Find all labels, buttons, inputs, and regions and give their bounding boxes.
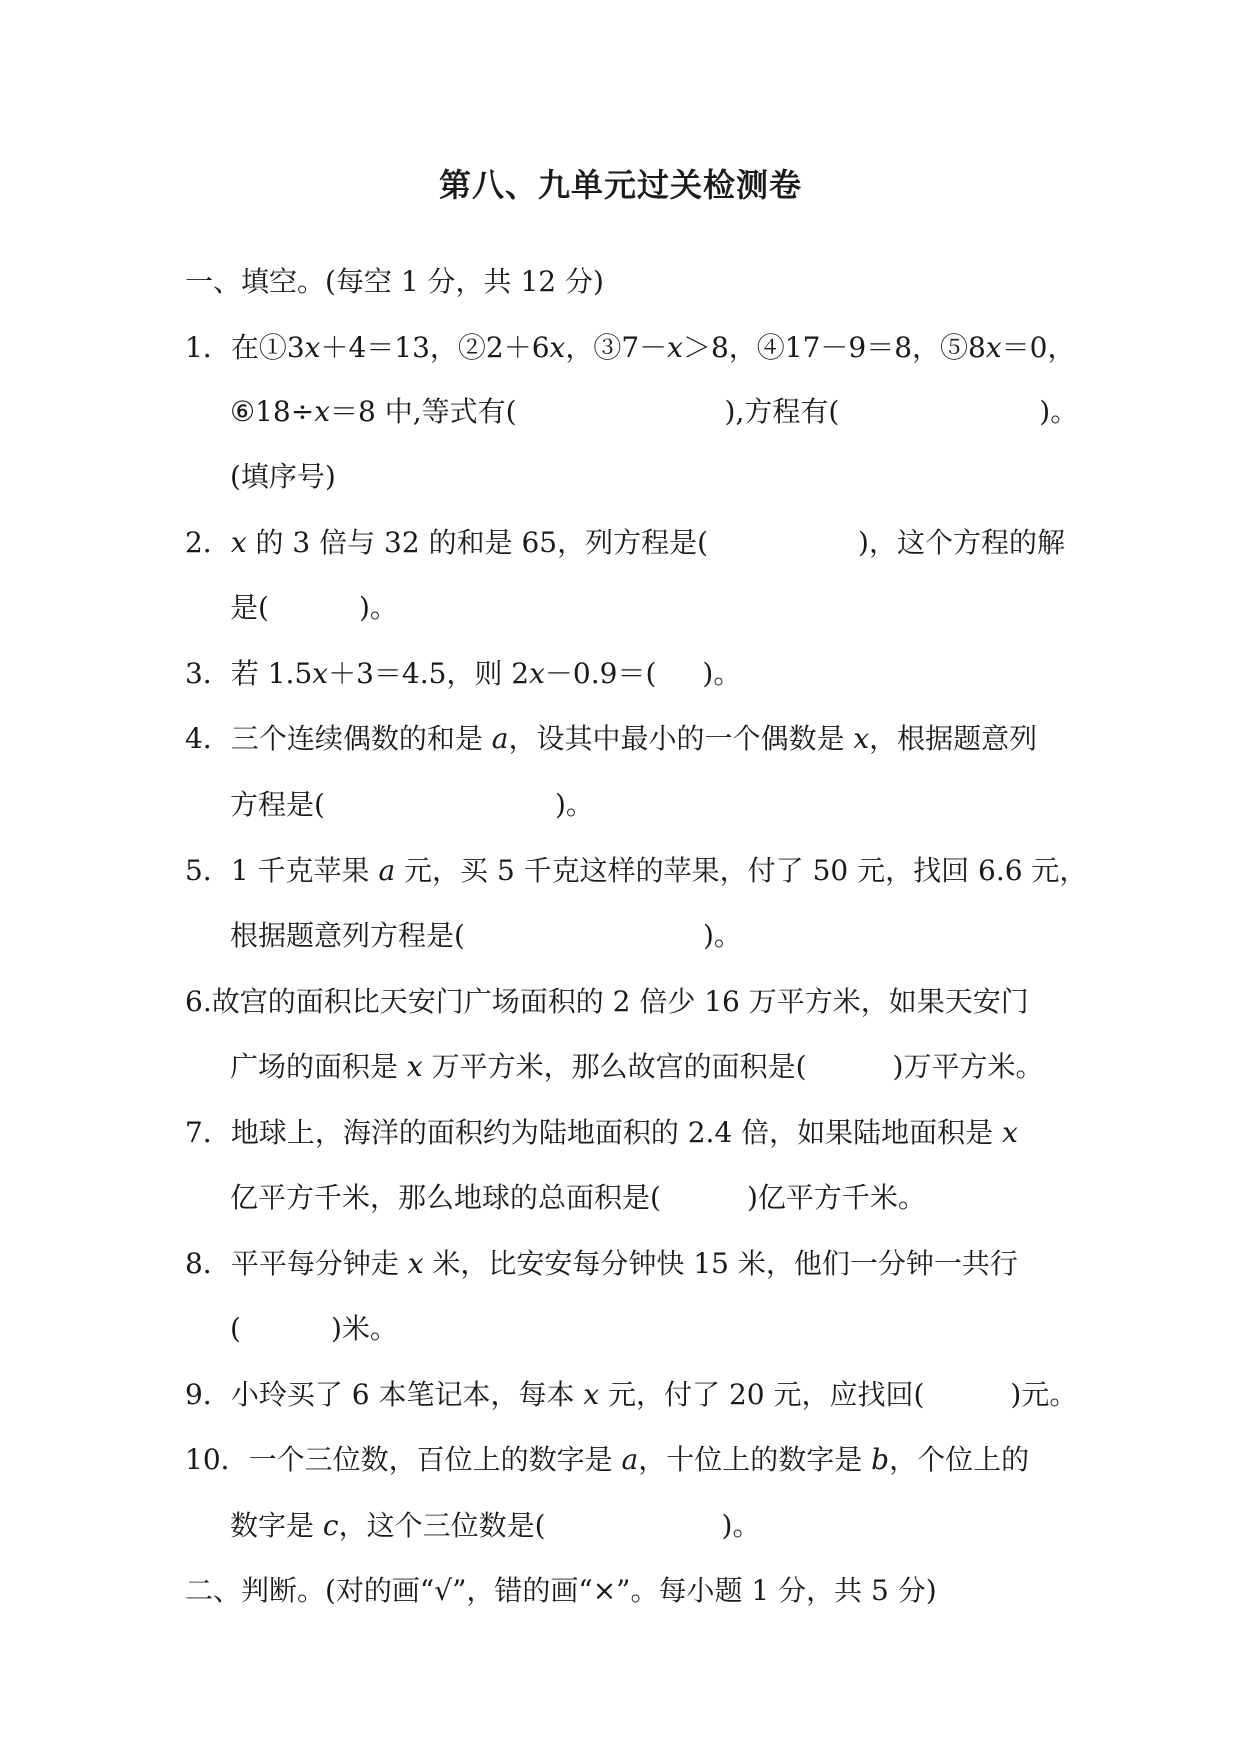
question-1-line-1: 1．在①3x＋4＝13，②2＋6x，③7－x＞8，④17－9＝8，⑤8x＝0，: [185, 331, 1076, 364]
question-number: 1．: [185, 331, 231, 364]
section-2-heading: 二、判断。(对的画“√”，错的画“×”。每小题 1 分，共 5 分): [185, 1574, 937, 1607]
question-number: 10．: [185, 1443, 249, 1476]
question-2-line-2: 是( )。: [230, 591, 398, 624]
question-7-line-2: 亿平方千米，那么地球的总面积是( )亿平方千米。: [230, 1181, 926, 1214]
question-6-line-2: 广场的面积是 x 万平方米，那么故宫的面积是( )万平方米。: [230, 1050, 1044, 1083]
question-10-line-2: 数字是 c，这个三位数是( )。: [230, 1509, 761, 1542]
question-2-line-1: 2．x 的 3 倍与 32 的和是 65，列方程是( )，这个方程的解: [185, 526, 1065, 559]
question-6-line-1: 6.故宫的面积比天安门广场面积的 2 倍少 16 万平方米，如果天安门: [185, 985, 1029, 1018]
question-1-line-3: (填序号): [230, 460, 336, 493]
question-4-line-1: 4．三个连续偶数的和是 a，设其中最小的一个偶数是 x，根据题意列: [185, 722, 1038, 755]
question-9-line-1: 9．小玲买了 6 本笔记本，每本 x 元，付了 20 元，应找回( )元。: [185, 1378, 1078, 1411]
question-number: 2．: [185, 526, 231, 559]
question-8-line-2: ( )米。: [230, 1312, 398, 1345]
question-5-line-1: 5．1 千克苹果 a 元，买 5 千克这样的苹果，付了 50 元，找回 6.6 元，: [185, 854, 1088, 887]
question-5-line-2: 根据题意列方程是( )。: [230, 919, 742, 952]
section-1-heading: 一、填空。(每空 1 分，共 12 分): [185, 265, 604, 298]
question-8-line-1: 8．平平每分钟走 x 米，比安安每分钟快 15 米，他们一分钟一共行: [185, 1247, 1018, 1280]
question-4-line-2: 方程是( )。: [230, 788, 594, 821]
question-1-line-2: ⑥18÷x＝8 中,等式有( ),方程有( )。: [230, 395, 1079, 428]
question-number: 5．: [185, 854, 231, 887]
question-number: 8．: [185, 1247, 231, 1280]
question-number: 3．: [185, 657, 231, 690]
question-number: 4．: [185, 722, 231, 755]
question-3-line-1: 3．若 1.5x＋3＝4.5，则 2x－0.9＝( )。: [185, 657, 742, 690]
question-7-line-1: 7．地球上，海洋的面积约为陆地面积的 2.4 倍，如果陆地面积是 x: [185, 1116, 1018, 1149]
question-number: 7．: [185, 1116, 231, 1149]
question-number: 6.: [185, 985, 212, 1018]
page-title: 第八、九单元过关检测卷: [438, 166, 802, 204]
question-number: 9．: [185, 1378, 231, 1411]
question-10-line-1: 10．一个三位数，百位上的数字是 a，十位上的数字是 b，个位上的: [185, 1443, 1030, 1476]
